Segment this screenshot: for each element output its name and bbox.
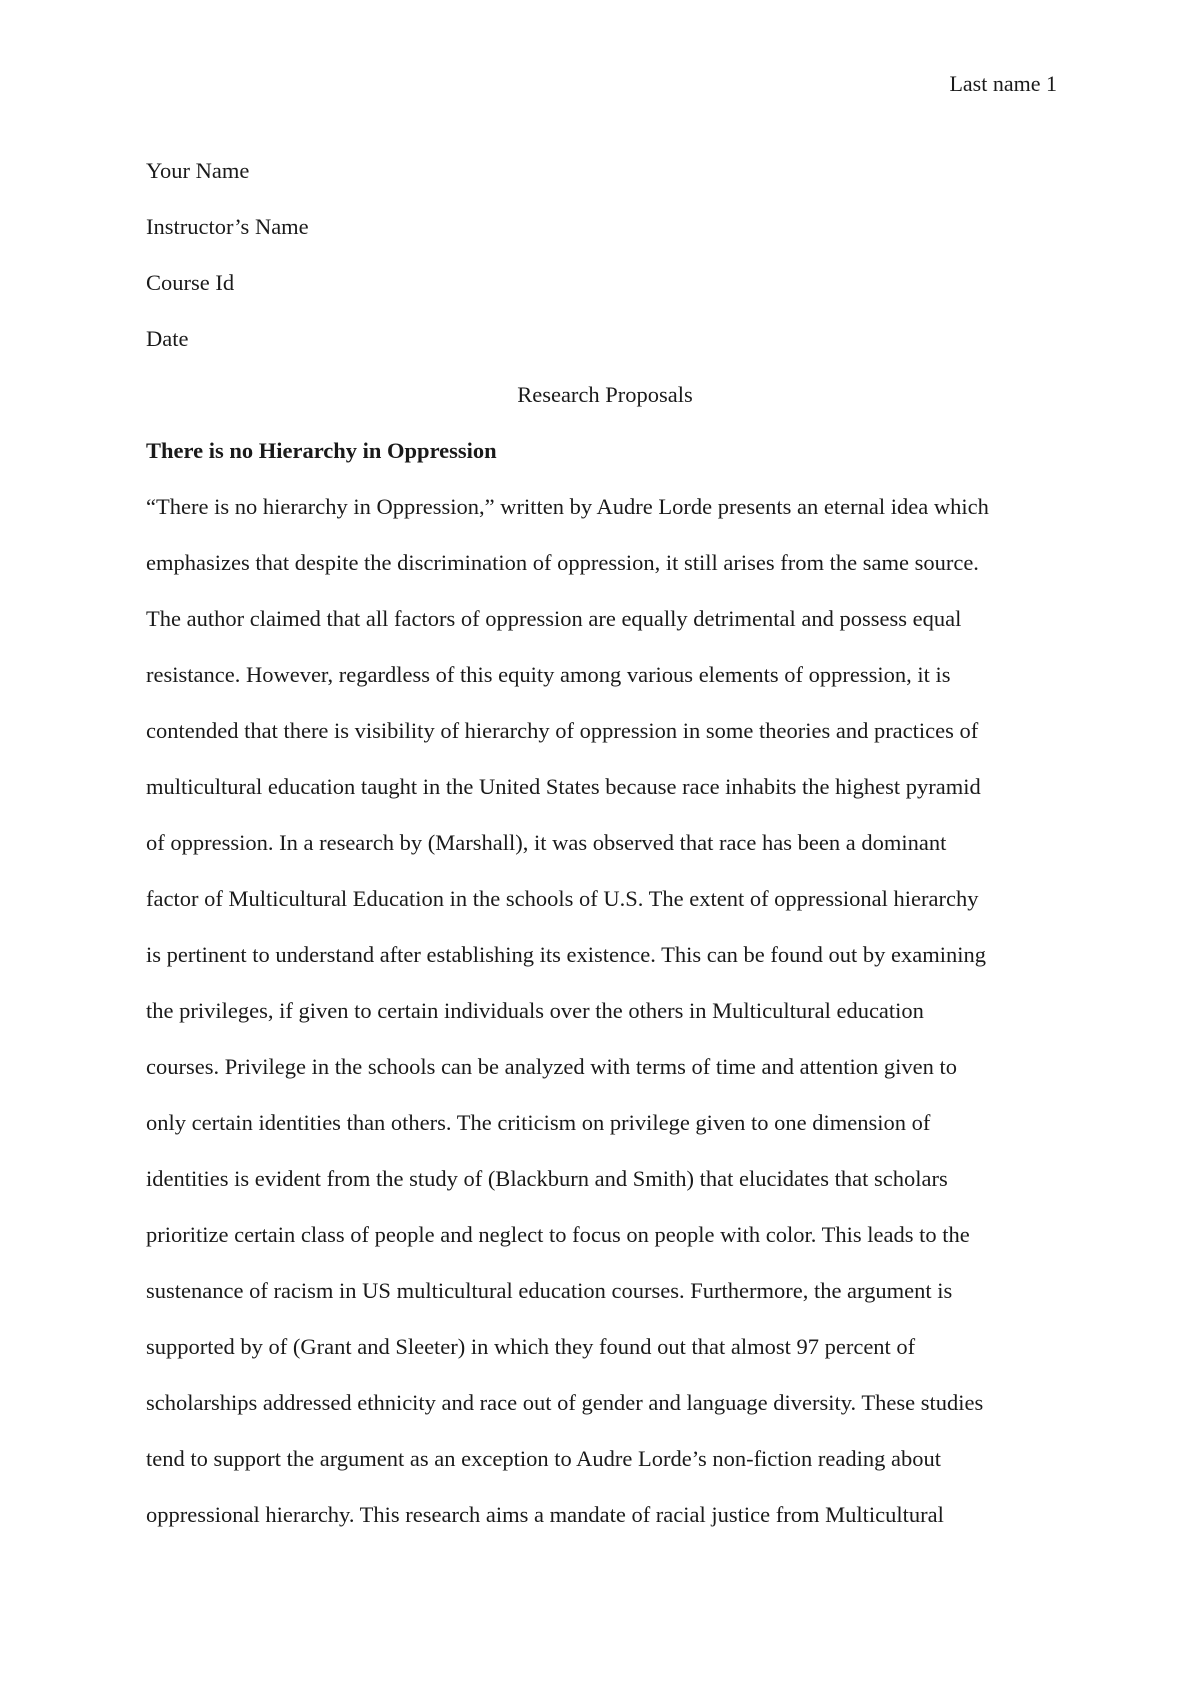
body-line: The author claimed that all factors of oppression are equally detrimental and possess equal — [146, 606, 962, 631]
body-line: resistance. However, regardless of this equity among various elements of oppression, it is — [146, 662, 951, 687]
body-line: courses. Privilege in the schools can be analyzed with terms of time and attention given to — [146, 1054, 958, 1079]
student-name: Your Name — [146, 158, 250, 183]
body-line: oppressional hierarchy. This research aims a mandate of racial justice from Multicultural — [146, 1502, 944, 1527]
body-line: scholarships addressed ethnicity and race out of gender and language diversity. These studies — [146, 1390, 984, 1415]
body-line: is pertinent to understand after establishing its existence. This can be found out by examining — [146, 942, 987, 967]
body-line: tend to support the argument as an exception to Audre Lorde’s non-fiction reading about — [146, 1446, 942, 1471]
body-line: factor of Multicultural Education in the schools of U.S. The extent of oppressional hierarchy — [146, 886, 979, 911]
body-line: prioritize certain class of people and neglect to focus on people with color. This leads to the — [146, 1222, 970, 1247]
body-line: sustenance of racism in US multicultural education courses. Furthermore, the argument is — [146, 1278, 953, 1303]
body-line: supported by of (Grant and Sleeter) in which they found out that almost 97 percent of — [146, 1334, 916, 1359]
running-head: Last name 1 — [949, 71, 1057, 96]
document-title: Research Proposals — [517, 382, 693, 407]
body-line: identities is evident from the study of (Blackburn and Smith) that elucidates that scholars — [146, 1166, 948, 1191]
body-line: only certain identities than others. The criticism on privilege given to one dimension of — [146, 1110, 931, 1135]
body-line: multicultural education taught in the United States because race inhabits the highest pyramid — [146, 774, 981, 799]
body-line: “There is no hierarchy in Oppression,” written by Audre Lorde presents an eternal idea which — [146, 494, 989, 519]
body-line: contended that there is visibility of hierarchy of oppression in some theories and practices of — [146, 718, 979, 743]
document-content — [146, 143, 1066, 1543]
date: Date — [146, 326, 189, 351]
course-id: Course Id — [146, 270, 235, 295]
body-line: the privileges, if given to certain individuals over the others in Multicultural education — [146, 998, 924, 1023]
body-line: emphasizes that despite the discrimination of oppression, it still arises from the same source. — [146, 550, 979, 575]
section-heading: There is no Hierarchy in Oppression — [146, 438, 497, 463]
instructor-name: Instructor’s Name — [146, 214, 309, 239]
body-line: of oppression. In a research by (Marshall), it was observed that race has been a dominant — [146, 830, 947, 855]
